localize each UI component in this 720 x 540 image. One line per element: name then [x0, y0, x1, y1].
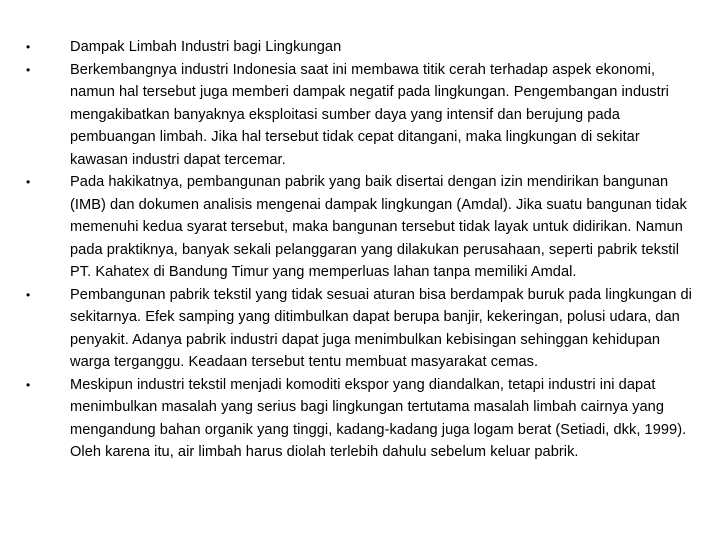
- bullet-text: Pembangunan pabrik tekstil yang tidak sesuai aturan bisa berdampak buruk pada lingkungan di sekitarnya. Efek samping yang ditimbulkan dapat berupa banjir, kekeringan, polusi udara, dan penyakit. Adanya pabrik industri dapat juga menimbulkan kebisingan sehinggan kehidupan warga terganggu. Keadaan tersebut tentu membuat masyarakat cemas.: [70, 286, 692, 370]
- bullet-item: [26, 171, 696, 284]
- bullet-list: [26, 36, 696, 464]
- bullet-icon: •: [26, 287, 31, 302]
- bullet-item: [26, 284, 696, 374]
- bullet-text: Dampak Limbah Industri bagi Lingkungan: [70, 39, 342, 55]
- bullet-text: Meskipun industri tekstil menjadi komoditi ekspor yang diandalkan, tetapi industri ini dapat menimbulkan masalah yang serius bagi lingkungan tertutama masalah limbah cairnya yang mengandung bahan organik yang tinggi, kadang-kadang juga logam berat (Setiadi, dkk, 1999). Oleh karena itu, air limbah harus diolah terlebih dahulu sebelum keluar pabrik.: [70, 376, 687, 460]
- bullet-icon: •: [26, 175, 31, 189]
- bullet-item: [26, 59, 696, 172]
- bullet-text: Berkembangnya industri Indonesia saat ini membawa titik cerah terhadap aspek ekonomi, namun hal tersebut juga memberi dampak negatif pada lingkungan. Pengembangan industri mengakibatkan banyaknya eksploitasi sumber daya yang intensif dan berujung pada pembuangan limbah. Jika hal tersebut tidak cepat ditangani, maka lingkungan di sekitar kawasan industri dapat tercemar.: [70, 61, 669, 168]
- bullet-item-title: [26, 36, 696, 59]
- bullet-icon: •: [26, 40, 31, 54]
- bullet-icon: •: [26, 62, 31, 77]
- bullet-item: [26, 374, 696, 464]
- bullet-text: Pada hakikatnya, pembangunan pabrik yang baik disertai dengan izin mendirikan bangunan (IMB) dan dokumen analisis mengenai dampak lingkungan (Amdal). Jika suatu bangunan tidak memenuhi kedua syarat tersebut, maka bangunan tersebut tidak layak untuk didirikan. Namun pada praktiknya, banyak sekali pelanggaran yang dilakukan perusahaan, seperti pabrik tekstil PT. Kahatex di Bandung Timur yang memperluas lahan tanpa memiliki Amdal.: [70, 174, 687, 280]
- bullet-icon: •: [26, 377, 31, 392]
